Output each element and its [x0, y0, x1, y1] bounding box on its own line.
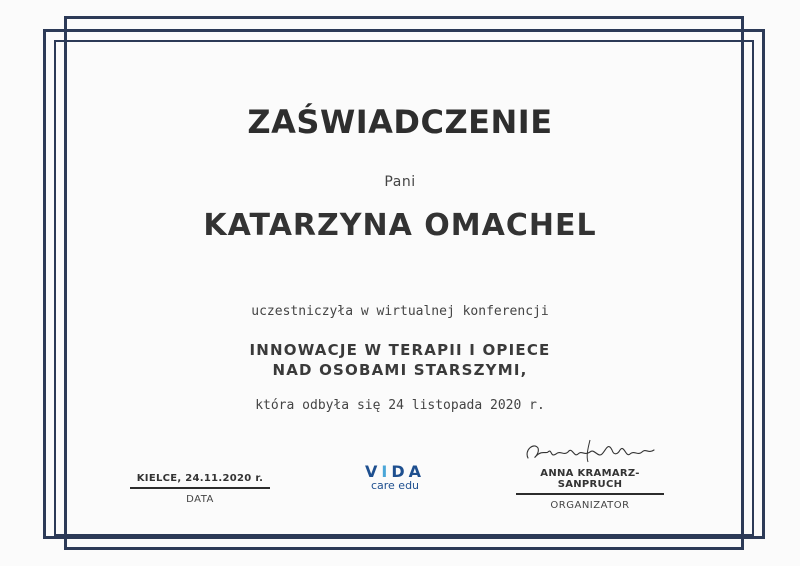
logo-main-text: VIDA [364, 462, 425, 481]
date-value: KIELCE, 24.11.2020 r. [136, 473, 264, 484]
logo-sub-text: care edu [370, 479, 420, 492]
event-title-line-1: INNOWACJE W TERAPII I OPIECE [249, 341, 551, 359]
certificate-title: ZAŚWIADCZENIE [247, 103, 553, 141]
organizer-underline [516, 493, 664, 495]
organizer-caption: ORGANIZATOR [550, 500, 630, 511]
recipient-name: KATARZYNA OMACHEL [203, 208, 597, 243]
signature-image [520, 436, 660, 466]
event-date-text: która odbyła się 24 listopada 2020 r. [255, 398, 545, 413]
organizer-name: ANNA KRAMARZ-SANPRUCH [540, 468, 640, 490]
organizer-block [510, 436, 670, 511]
date-underline [130, 487, 270, 489]
vida-logo [355, 462, 435, 492]
participation-text: uczestniczyła w wirtualnej konferencji [251, 304, 549, 319]
date-caption: DATA [186, 494, 214, 505]
event-title-line-2: NAD OSOBAMI STARSZYMI, [272, 361, 528, 379]
date-block [130, 473, 270, 505]
event-title [0, 340, 800, 380]
salutation: Pani [384, 174, 416, 190]
